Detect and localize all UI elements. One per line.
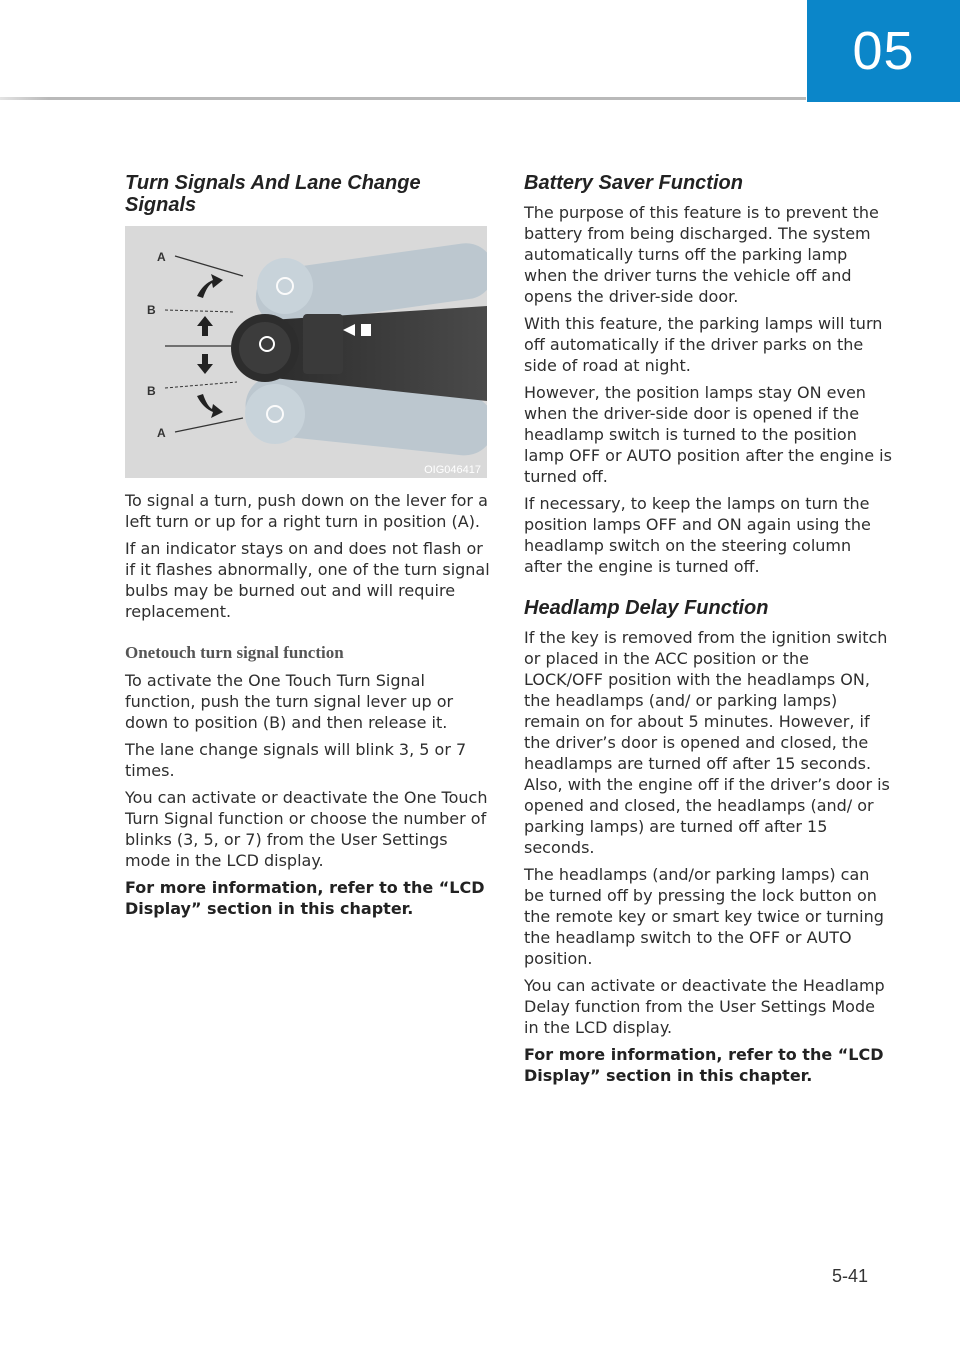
section-title-headlamp-delay: Headlamp Delay Function [524,597,769,619]
paragraph: The lane change signals will blink 3, 5 or 7 times. [125,740,467,780]
arrow-down-curved-icon [197,394,223,418]
subsection-title-onetouch: Onetouch turn signal function [125,643,344,662]
section-title-turn-signals: Turn Signals And Lane Change Signals [125,172,421,216]
figure-label-b-bottom: B [147,384,156,398]
section-title-battery-saver: Battery Saver Function [524,172,743,194]
figure-label-a-top: A [157,250,166,264]
paragraph: The headlamps (and/or parking lamps) can be turned off by pressing the lock button on the remote key or smart key twice or turning the headlamp switch to the OFF or AUTO position. [524,865,884,968]
figure-label-a-bottom: A [157,426,166,440]
paragraph: To activate the One Touch Turn Signal function, push the turn signal lever up or down to position (B) and then release it. [125,671,454,732]
right-column [524,172,892,1092]
chapter-tab [807,0,960,102]
chapter-number: 05 [852,21,915,81]
lever-illustration [125,226,487,478]
arrow-down-icon [197,354,213,374]
paragraph: However, the position lamps stay ON even when the driver-side door is opened if the headlamp switch is turned to the position lamp OFF or AUTO position after the engine is turned off. [524,383,892,486]
paragraph: If an indicator stays on and does not flash or if it flashes abnormally, one of the turn signal bulbs may be burned out and will require replacement. [125,539,490,621]
figure-label-b-top: B [147,303,156,317]
paragraph: You can activate or deactivate the Headlamp Delay function from the User Settings Mode in the LCD display. [524,976,885,1037]
page-number: 5-41 [832,1266,869,1286]
arrow-up-icon [197,316,213,336]
header-rule [0,97,806,100]
reference-note: For more information, refer to the “LCD Display” section in this chapter. [125,878,485,918]
paragraph: The purpose of this feature is to prevent the battery from being discharged. The system automatically turns off the parking lamp when the driver turns the vehicle off and opens the driver-side door. [524,203,879,306]
paragraph: You can activate or deactivate the One Touch Turn Signal function or choose the number of blinks (3, 5, or 7) from the User Settings mode in the LCD display. [125,788,488,870]
paragraph: With this feature, the parking lamps will turn off automatically if the driver parks on the side of road at night. [524,314,883,375]
arrow-up-curved-icon [197,274,223,298]
left-column [125,172,490,925]
reference-note: For more information, refer to the “LCD Display” section in this chapter. [524,1045,884,1085]
figure-code: OIG046417 [424,464,481,476]
turn-signal-lever-figure [125,226,487,478]
paragraph: If necessary, to keep the lamps on turn the position lamps OFF and ON again using the headlamp switch on the steering column after the engine is turned off. [524,494,871,576]
paragraph: If the key is removed from the ignition switch or placed in the ACC position or the LOCK/OFF position with the headlamps ON, the headlamps (and/ or parking lamps) remain on for about 5 minutes. However, if the driver’s door is opened and closed, the headlamps are turned off after 15 seconds. Also, with the engine off if the driver’s door is opened and closed, the headlamps (and/ or parking lamps) are turned off after 15 seconds. [524,628,890,857]
paragraph: To signal a turn, push down on the lever for a left turn or up for a right turn in position (A). [125,491,488,531]
